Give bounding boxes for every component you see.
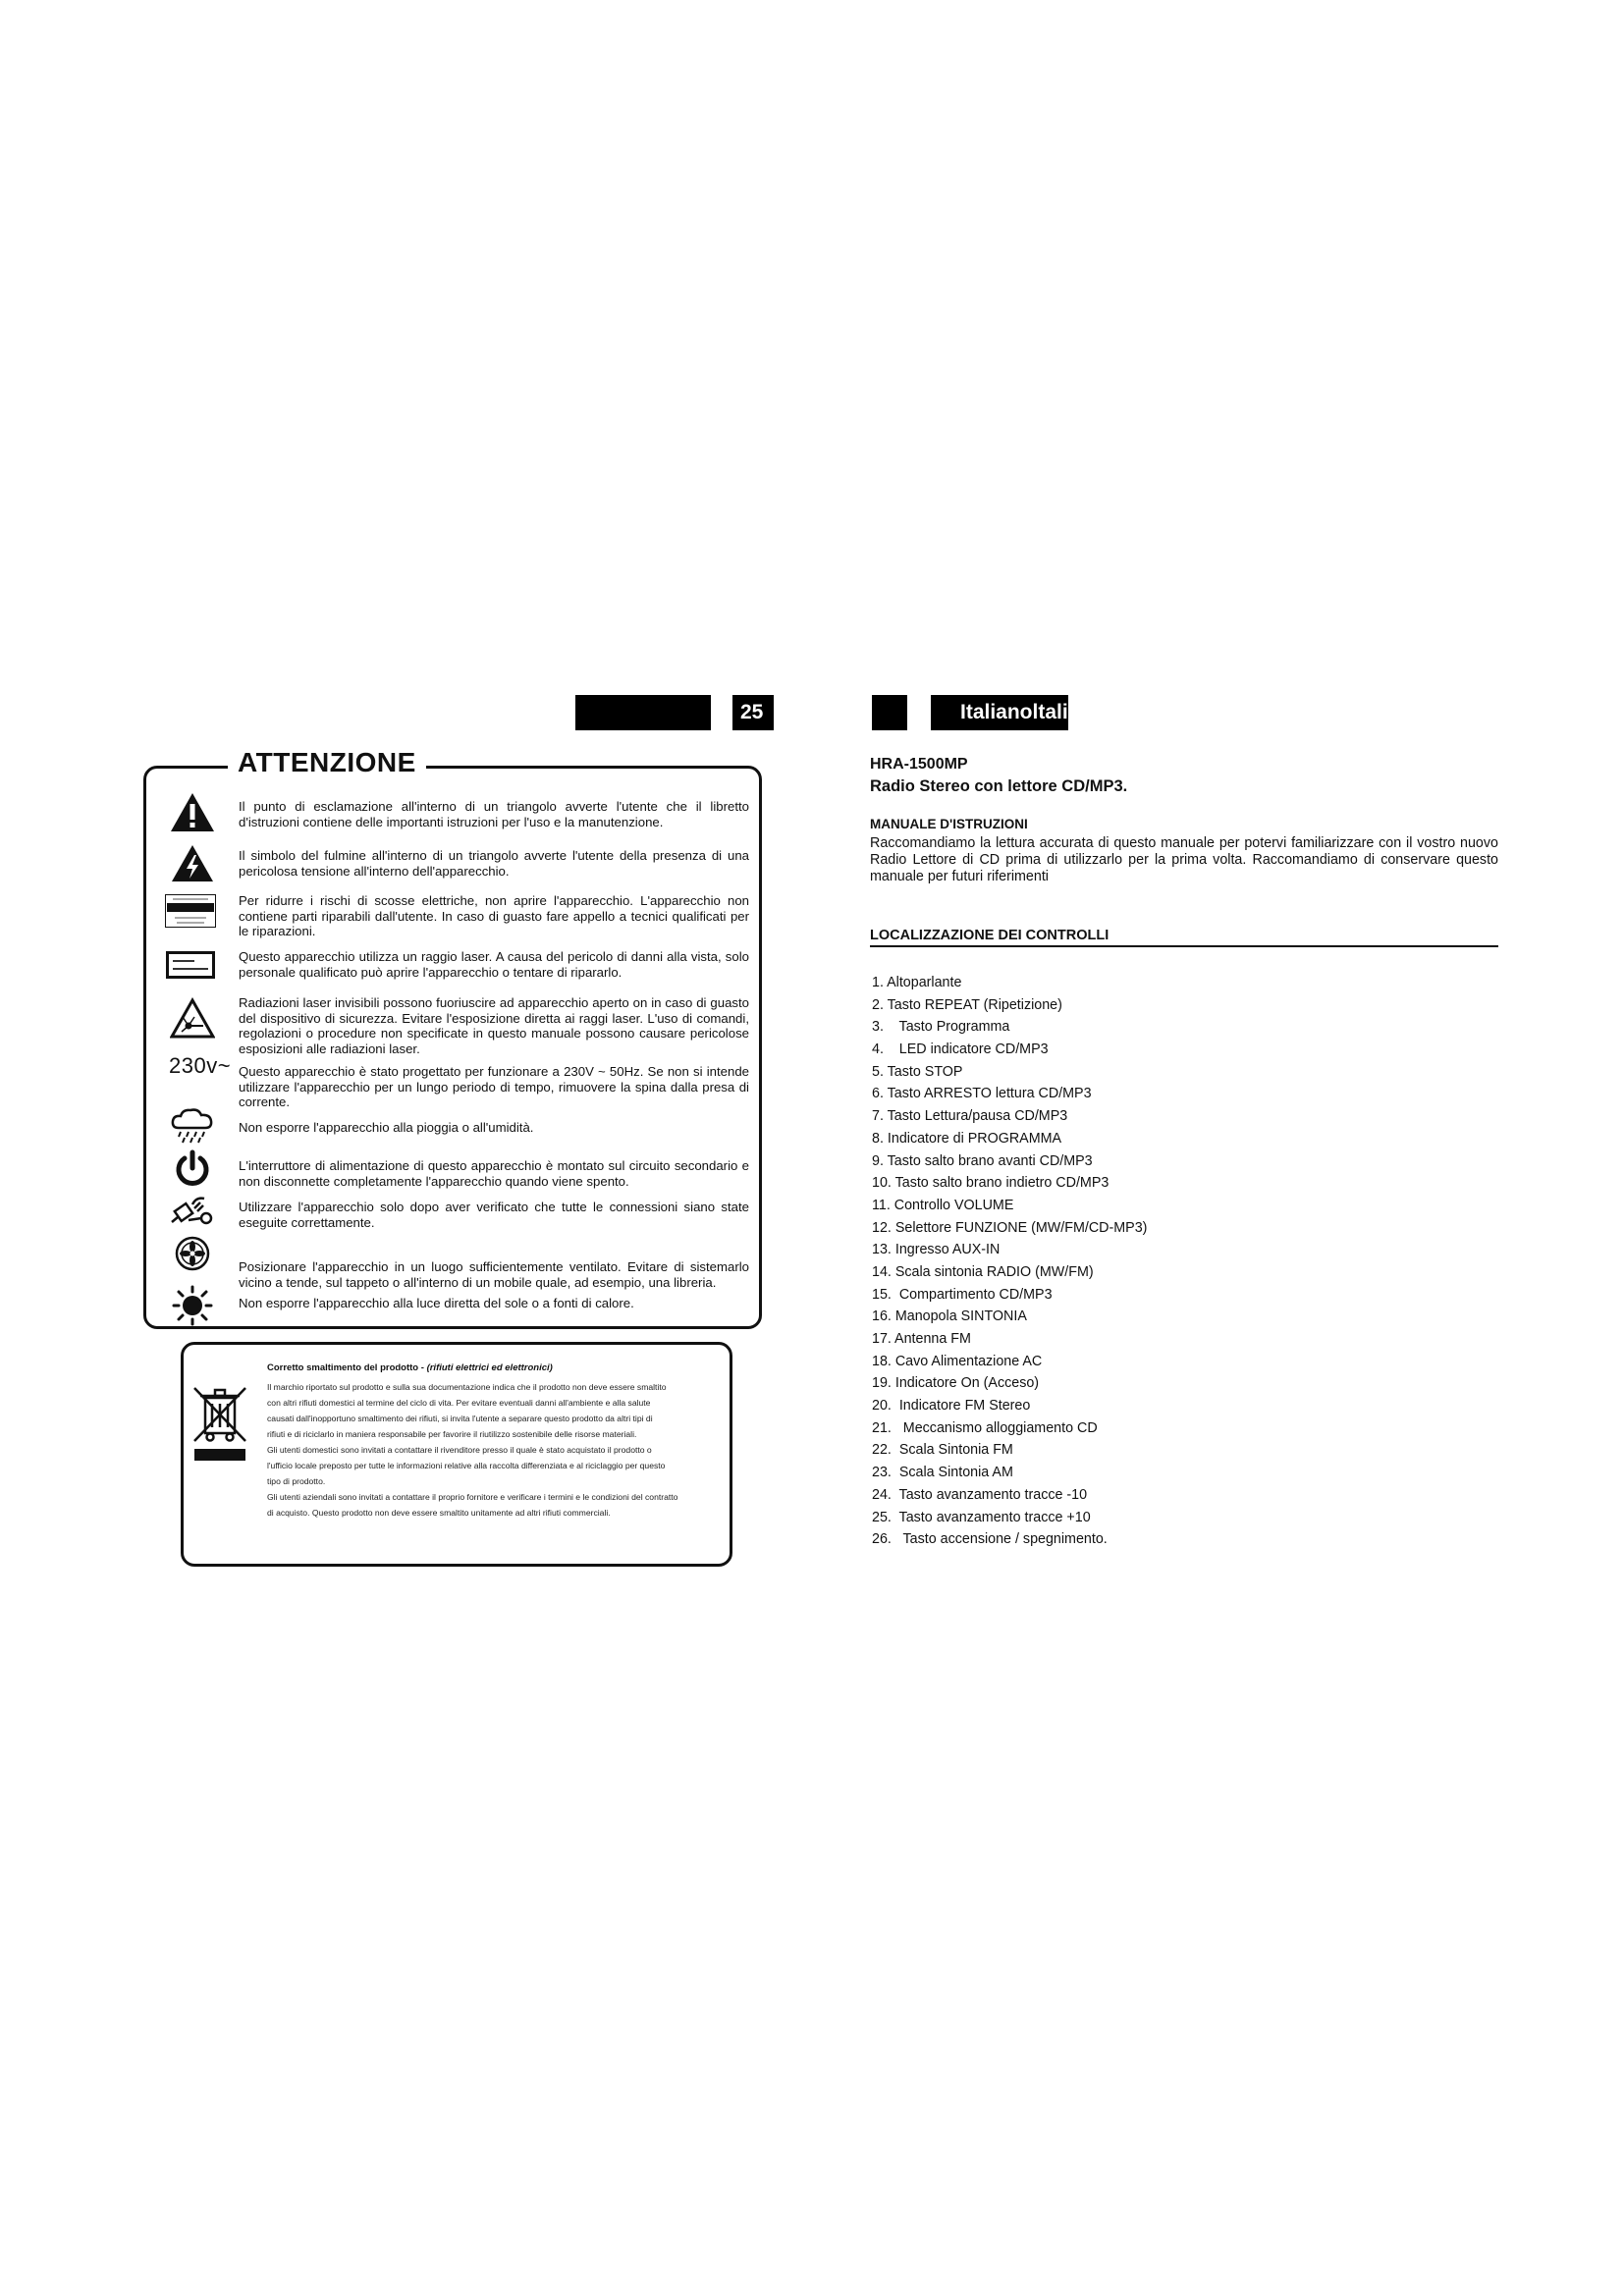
header-bar-left	[575, 695, 711, 730]
disposal-title-italic: (rifiuti elettrici ed elettronici)	[426, 1362, 553, 1373]
list-item: 4. LED indicatore CD/MP3	[872, 1041, 1049, 1058]
warning-text-7: Non esporre l'apparecchio alla pioggia o all'umidità.	[239, 1120, 534, 1135]
language-label: Italianoltali	[960, 701, 1068, 723]
product-model: HRA-1500MP	[870, 756, 968, 773]
manual-heading: MANUALE D'ISTRUZIONI	[870, 817, 1028, 831]
voltage-230v-icon: 230v~	[169, 1053, 232, 1078]
exclamation-triangle-icon	[167, 790, 218, 833]
list-item: 6. Tasto ARRESTO lettura CD/MP3	[872, 1086, 1092, 1102]
list-item: 19. Indicatore On (Acceso)	[872, 1375, 1040, 1392]
list-item: 26. Tasto accensione / spegnimento.	[872, 1531, 1108, 1548]
list-item: 13. Ingresso AUX-IN	[872, 1242, 1001, 1258]
warning-title: ATTENZIONE	[228, 743, 426, 782]
warning-text-5: Radiazioni laser invisibili possono fuoriuscire ad apparecchio aperto on in caso di guasto del dispositivo di sicurezza. Evitare l'esposizione diretta ai raggi laser. L'uso di comandi, regolazioni o procedure non specificate in questo manuale possono causare pericolose esposizioni alle radiazioni laser.	[239, 995, 749, 1056]
laser-radiation-triangle-icon	[167, 996, 218, 1040]
warning-text-3: Per ridurre i rischi di scosse elettriche, non aprire l'apparecchio. L'apparecchio non contiene parti riparabili dall'utente. In caso di guasto fare appello a tecnici qualificati per le riparazioni.	[239, 893, 749, 938]
weee-bin-icon	[190, 1384, 251, 1469]
disposal-line-5: Gli utenti domestici sono invitati a contattare il rivenditore presso il quale è stato acquistato il prodotto o	[267, 1445, 652, 1455]
caution-shock-label-icon	[165, 893, 216, 929]
lightning-triangle-icon	[167, 842, 218, 883]
list-item: 8. Indicatore di PROGRAMMA	[872, 1130, 1062, 1147]
list-item: 24. Tasto avanzamento tracce -10	[872, 1486, 1088, 1503]
list-item: 15. Compartimento CD/MP3	[872, 1286, 1053, 1303]
list-item: 1. Altoparlante	[872, 975, 962, 990]
disposal-line-7: tipo di prodotto.	[267, 1476, 326, 1486]
page-number: 25	[740, 701, 764, 723]
warning-text-1: Il punto di esclamazione all'interno di un triangolo avverte l'utente che il libretto d'istruzioni contiene delle importanti istruzioni per l'uso e la manutenzione.	[239, 799, 749, 829]
list-item: 11. Controllo VOLUME	[872, 1197, 1014, 1213]
list-item: 5. Tasto STOP	[872, 1063, 963, 1080]
list-item: 14. Scala sintonia RADIO (MW/FM)	[872, 1263, 1094, 1280]
sun-heat-icon	[167, 1285, 218, 1326]
ventilation-fan-icon	[167, 1234, 218, 1273]
list-item: 22. Scala Sintonia FM	[872, 1442, 1013, 1459]
warning-text-8: L'interruttore di alimentazione di questo apparecchio è montato sul circuito secondario e non disconnette completamente l'apparecchio quando viene spento.	[239, 1158, 749, 1189]
product-subtitle: Radio Stereo con lettore CD/MP3.	[870, 777, 1128, 795]
controls-list	[872, 972, 1147, 1551]
controls-heading: LOCALIZZAZIONE DEI CONTROLLI	[870, 928, 1498, 947]
disposal-line-2: con altri rifiuti domestici al termine del ciclo di vita. Per evitare eventuali danni all'ambiente e alla salute	[267, 1398, 651, 1408]
power-icon	[167, 1148, 218, 1190]
list-item: 21. Meccanismo alloggiamento CD	[872, 1419, 1098, 1436]
disposal-title-main: Corretto smaltimento del prodotto -	[267, 1362, 427, 1373]
list-item: 2. Tasto REPEAT (Ripetizione)	[872, 996, 1062, 1013]
warning-text-4: Questo apparecchio utilizza un raggio laser. A causa del pericolo di danni alla vista, solo personale qualificato può aprire l'apparecchio o tentare di ripararlo.	[239, 949, 749, 980]
disposal-line-6: l'ufficio locale preposto per tutte le informazioni relative alla raccolta differenziata e al riciclaggio per questo	[267, 1461, 666, 1470]
warning-text-6: Questo apparecchio è stato progettato per funzionare a 230V ~ 50Hz. Se non si intende utilizzare l'apparecchio per un lungo periodo di tempo, rimuovere la spina dalla presa di corrente.	[239, 1064, 749, 1109]
list-item: 16. Manopola SINTONIA	[872, 1308, 1027, 1325]
list-item: 9. Tasto salto brano avanti CD/MP3	[872, 1152, 1093, 1169]
manual-intro: Raccomandiamo la lettura accurata di questo manuale per potervi familiarizzare con il vostro nuovo Radio Lettore di CD prima di utilizzarlo per la prima volta. Raccomandiamo di conservare questo manuale per futuri riferimenti	[870, 835, 1498, 884]
list-item: 20. Indicatore FM Stereo	[872, 1398, 1031, 1415]
header-bar-square	[872, 695, 907, 730]
list-item: 3. Tasto Programma	[872, 1019, 1010, 1036]
class1-laser-label-icon	[165, 948, 216, 982]
page-number-box	[732, 695, 774, 730]
list-item: 23. Scala Sintonia AM	[872, 1465, 1013, 1481]
disposal-line-4: rifiuti e di riciclarlo in maniera responsabile per favorire il riutilizzo sostenibile delle risorse materiali.	[267, 1429, 637, 1439]
disposal-line-9: di acquisto. Questo prodotto non deve essere smaltito unitamente ad altri rifiuti commerciali.	[267, 1508, 611, 1518]
list-item: 17. Antenna FM	[872, 1331, 971, 1347]
plug-connection-icon	[167, 1192, 218, 1231]
list-item: 25. Tasto avanzamento tracce +10	[872, 1509, 1091, 1525]
list-item: 7. Tasto Lettura/pausa CD/MP3	[872, 1108, 1068, 1125]
warning-text-9: Utilizzare l'apparecchio solo dopo aver verificato che tutte le connessioni siano state eseguite correttamente.	[239, 1200, 749, 1230]
warning-text-2: Il simbolo del fulmine all'interno di un triangolo avverte l'utente della presenza di una pericolosa tensione all'interno dell'apparecchio.	[239, 848, 749, 879]
disposal-line-8: Gli utenti aziendali sono invitati a contattare il proprio fornitore e verificare i termini e le condizioni del contratto	[267, 1492, 678, 1502]
disposal-line-3: causati dall'inopportuno smaltimento dei rifiuti, si invita l'utente a separare questo prodotto da altri tipi di	[267, 1414, 653, 1423]
disposal-line-1: Il marchio riportato sul prodotto e sulla sua documentazione indica che il prodotto non deve essere smaltito	[267, 1382, 667, 1392]
rain-cloud-icon	[167, 1105, 218, 1145]
warning-text-10: Posizionare l'apparecchio in un luogo sufficientemente ventilato. Evitare di sistemarlo vicino a tende, sul tappeto o all'interno di un mobile quale, ad esempio, una libreria.	[239, 1259, 749, 1290]
disposal-title	[267, 1362, 553, 1373]
warning-text-11: Non esporre l'apparecchio alla luce diretta del sole o a fonti di calore.	[239, 1296, 634, 1310]
list-item: 10. Tasto salto brano indietro CD/MP3	[872, 1175, 1110, 1192]
list-item: 12. Selettore FUNZIONE (MW/FM/CD-MP3)	[872, 1219, 1148, 1236]
language-tab	[931, 695, 1068, 730]
list-item: 18. Cavo Alimentazione AC	[872, 1353, 1043, 1369]
